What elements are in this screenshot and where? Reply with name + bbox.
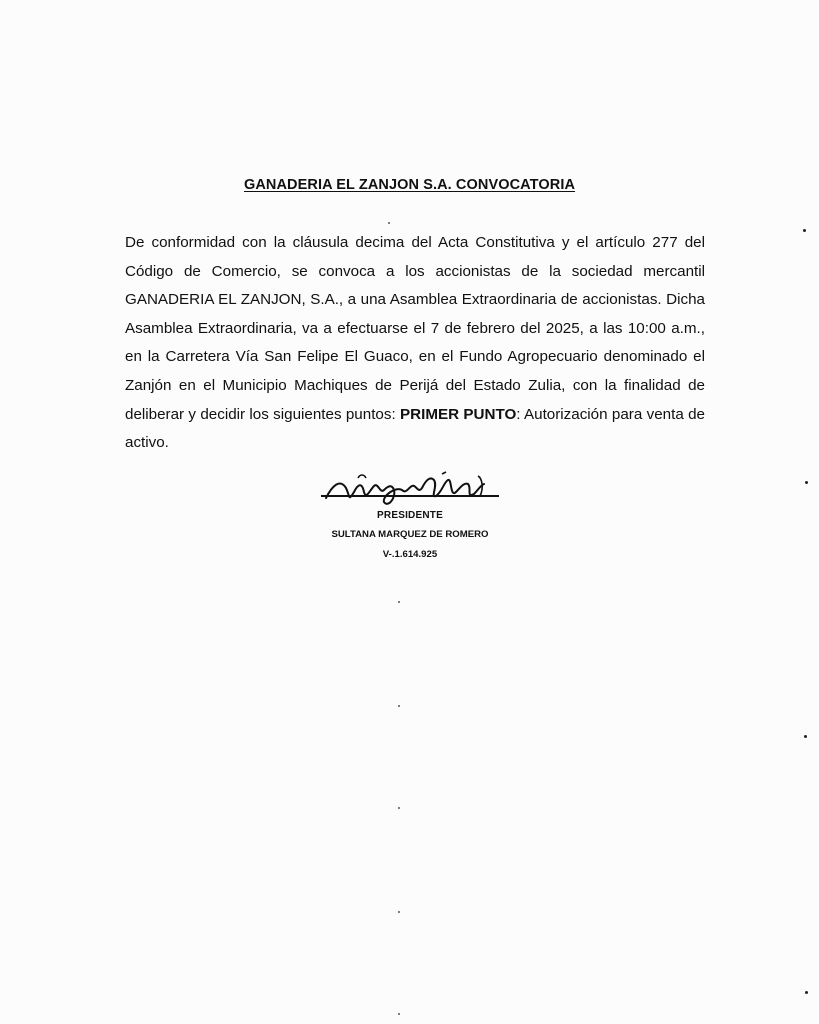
- paragraph-main-text: De conformidad con la cláusula decima del Acta Constitutiva y el artículo 277 del Código de Comercio, se convoca a los accionistas de la sociedad mercantil GANADERIA EL ZANJON, S.A., a una Asamblea Extraordinaria de accionistas. Dicha Asamblea Extraordinaria, va a efectuarse el 7 de febrero del 2025, a las 10:00 a.m., en la Carretera Vía San Felipe El Guaco, en el Fundo Agropecuario denominado el Zanjón en el Municipio Machiques de Perijá del Estado Zulia, con la finalidad de deliberar y decidir los siguientes puntos:: [125, 234, 705, 423]
- scan-speck: [805, 481, 808, 484]
- scan-speck: [398, 601, 400, 603]
- signer-id-number: V-.1.614.925: [382, 549, 438, 560]
- signer-role: PRESIDENTE: [377, 510, 443, 521]
- scan-speck: [388, 222, 390, 224]
- document-title: GANADERIA EL ZANJON S.A. CONVOCATORIA: [243, 177, 576, 193]
- signature-line: [321, 495, 499, 497]
- scan-speck: [398, 807, 400, 809]
- convocation-paragraph: [125, 229, 705, 458]
- first-point-text: : Autorización para venta de activo.: [125, 405, 706, 452]
- scan-speck: [398, 1013, 400, 1015]
- scan-speck: [398, 705, 400, 707]
- signature-block: [300, 468, 520, 568]
- scan-speck: [398, 911, 400, 913]
- scan-speck: [803, 229, 806, 232]
- signer-name: SULTANA MARQUEZ DE ROMERO: [331, 529, 489, 540]
- first-point-label: PRIMER PUNTO: [400, 405, 517, 423]
- scan-speck: [805, 991, 808, 994]
- scan-speck: [804, 735, 807, 738]
